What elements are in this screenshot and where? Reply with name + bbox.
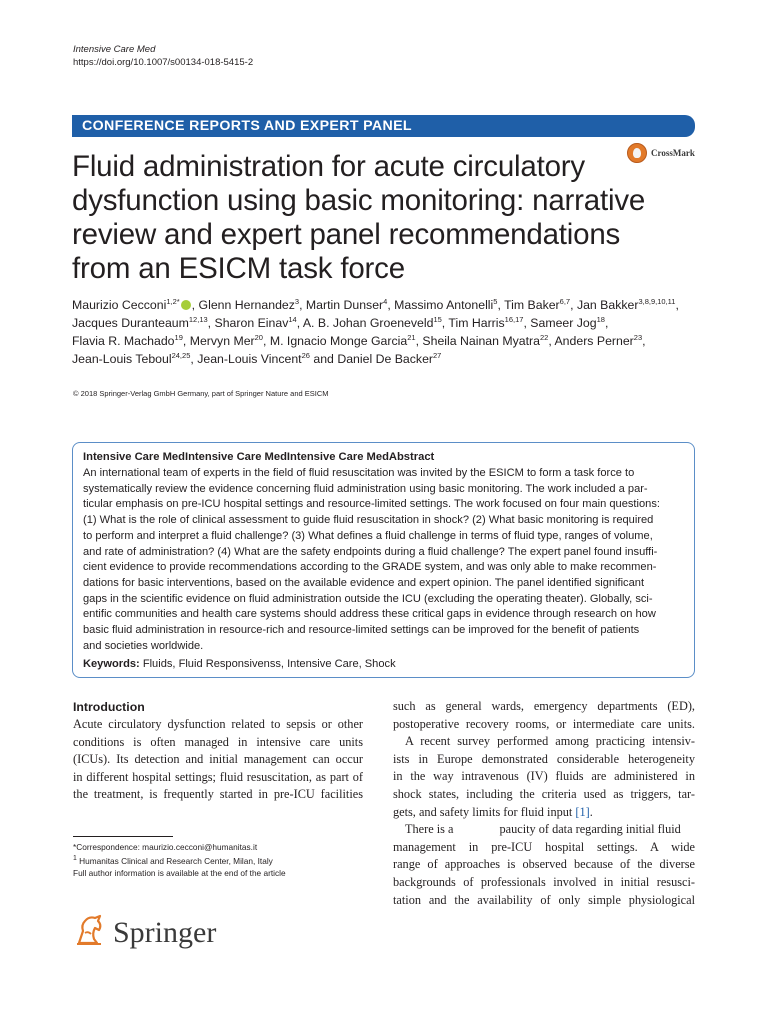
author-affiliation: 3 xyxy=(294,296,300,306)
citation-link[interactable]: [1] xyxy=(575,804,590,819)
crossmark-icon xyxy=(627,143,647,163)
author-name[interactable]: Daniel De Backer xyxy=(337,352,433,366)
journal-name: Intensive Care Med xyxy=(73,44,156,55)
body-line: Acute circulatory dysfunction related to sepsis or other xyxy=(73,717,363,731)
author-affiliation: 6,7 xyxy=(559,296,571,306)
body-line: in the way intravenous (IV) fluids are administered in xyxy=(393,769,695,784)
keywords xyxy=(83,656,684,672)
author-name[interactable]: Mervyn Mer xyxy=(189,334,255,348)
body-line: conditions is often managed in intensive care units xyxy=(73,734,363,749)
author-name[interactable]: Sameer Jog xyxy=(530,316,597,330)
author-affiliation: 16,17 xyxy=(504,314,524,324)
springer-logo xyxy=(73,913,233,955)
affiliation-sup: 1 xyxy=(73,855,77,862)
abstract-line: entific communities and health care systems should address these critical gaps in evidence through research on how xyxy=(83,608,656,621)
body-line xyxy=(393,821,695,839)
author-affiliation: 15 xyxy=(433,314,442,324)
body-line: in different hospital settings; fluid resuscitation, as part of xyxy=(73,769,363,784)
author-affiliation: 19 xyxy=(174,332,183,342)
body-text: gets, and safety limits for fluid input xyxy=(393,804,573,819)
springer-wordmark: Springer xyxy=(113,916,217,949)
author-name[interactable]: Anders Perner xyxy=(554,334,634,348)
body-line: tation and the availability of only simple physiological xyxy=(393,892,695,907)
springer-horse-logo xyxy=(73,913,107,947)
body-text: . xyxy=(589,804,593,819)
crossmark-badge[interactable] xyxy=(627,143,702,165)
author-name[interactable]: Flavia R. Machado xyxy=(72,334,175,348)
author-name[interactable]: Tim Harris xyxy=(448,316,505,330)
author-affiliation: 22 xyxy=(539,332,549,342)
keywords-label: Keywords: xyxy=(83,658,140,671)
author-affiliation: 3,8,9,10,11 xyxy=(638,296,676,306)
author-info-note: Full author information is available at the end of the article xyxy=(73,867,286,878)
abstract-line: dations for basic interventions, based on the available evidence and expert opinion. The panel identified significant xyxy=(83,576,645,589)
author-name[interactable]: Sharon Einav xyxy=(214,316,289,330)
author-name[interactable]: Maurizio Cecconi xyxy=(72,298,167,312)
author-and: and xyxy=(313,352,334,366)
abstract-line: to perform and interpret a fluid challenge? (3) What defines a fluid challenge in terms of fluid type, ranges of volume, xyxy=(83,529,653,542)
author-affiliation: 23 xyxy=(633,332,643,342)
footnotes xyxy=(73,841,286,879)
abstract-box xyxy=(72,442,695,678)
title-line: Fluid administration for acute circulatory xyxy=(72,150,585,183)
author-affiliation: 26 xyxy=(301,350,310,360)
article-title xyxy=(72,150,692,286)
abstract-line: and rate of administration? (4) What are the safety endpoints during a fluid challenge? The expert panel found insuffi- xyxy=(83,545,658,558)
doi-link[interactable]: https://doi.org/10.1007/s00134-018-5415-2 xyxy=(73,57,254,68)
abstract-line: gaps in the scientific evidence on fluid administration outside the ICU (excluding the operating theater). Globally, sci- xyxy=(83,592,653,605)
author-name[interactable]: Jean-Louis Teboul xyxy=(72,352,172,366)
abstract-text xyxy=(83,466,684,654)
author-list: Maurizio Cecconi$^{1,2*}$ , Glenn Hernandez$^3$, Martin Dunser$^4$, Massimo Antonelli$^5$, Tim Baker$^{6,7}$, Jan Bakker$^{3,8,9,10,11}$, Jacques Duranteaum$^{12,13}$, Sharon Einav$^{14}$, A. B. Johan Groeneveld$^{15}$, Tim Harris$^{16,17}$, Sameer Jog$^{18}$, Flavia R. Machado$^{19}$, Mervyn Mer$^{20}$, M. Ignacio Monge Garcia$^{21}$, Sheila Nainan Myatra$^{22}$, Anders Perner$^{23}$, Jean-Louis Teboul$^{24,25}$, Jean-Louis Vincent$^{26}$ and Daniel De Backer$^{27}$ xyxy=(72,296,679,366)
author-affiliation: 1,2* xyxy=(166,296,180,306)
author-name[interactable]: Jacques Duranteaum xyxy=(72,316,189,330)
abstract-line: systematically review the evidence concerning fluid administration using basic monitoring. The work included a par- xyxy=(83,482,648,495)
author-name[interactable]: M. Ignacio Monge Garcia xyxy=(269,334,408,348)
body-line: ists in Europe demonstrated considerable heterogeneity xyxy=(393,751,695,766)
author-affiliation: 20 xyxy=(254,332,263,342)
affiliation-note xyxy=(73,853,286,867)
abstract-line: and societies worldwide. xyxy=(83,639,204,652)
title-line: from an ESICM task force xyxy=(72,252,405,285)
body-line: such as general wards, emergency departments (ED), xyxy=(393,699,695,713)
orcid-icon[interactable] xyxy=(181,300,191,310)
body-line: management in pre-ICU hospital settings. A wide xyxy=(393,839,695,854)
author-affiliation: 24,25 xyxy=(171,350,191,360)
copyright-notice: © 2018 Springer-Verlag GmbH Germany, part of Springer Nature and ESICM xyxy=(73,389,329,398)
author-name[interactable]: Sheila Nainan Myatra xyxy=(422,334,540,348)
author-affiliation: 27 xyxy=(433,350,442,360)
body-text: There is a xyxy=(405,822,454,837)
abstract-line: An international team of experts in the field of fluid resuscitation was invited by the ESICM to form a task force to xyxy=(83,467,635,479)
intro-right-column xyxy=(393,698,695,909)
author-affiliation: 12,13 xyxy=(188,314,208,324)
author-name[interactable]: A. B. Johan Groeneveld xyxy=(302,316,434,330)
crossmark-label: CrossMark xyxy=(651,148,695,158)
body-line: backgrounds of professionals involved in initial resusci- xyxy=(393,874,695,889)
journal-header xyxy=(73,43,253,69)
body-line xyxy=(393,804,695,822)
abstract-heading: Intensive Care MedIntensive Care MedIntensive Care MedAbstract xyxy=(83,451,435,463)
title-line: review and expert panel recommendations xyxy=(72,218,621,251)
abstract-line: basic fluid administration in resource-rich and resource-limited settings can be improved for the benefit of patients xyxy=(83,624,640,637)
body-text: paucity of data regarding initial fluid xyxy=(499,822,681,837)
author-affiliation: 4 xyxy=(383,296,388,306)
body-line: postoperative recovery rooms, or intermediate care units. xyxy=(393,716,695,731)
author-name[interactable]: Jean-Louis Vincent xyxy=(197,352,302,366)
author-affiliation: 5 xyxy=(493,296,498,306)
body-line: A recent survey performed among practicing intensiv- xyxy=(405,734,695,749)
author-name[interactable]: Massimo Antonelli xyxy=(394,298,494,312)
footnote-divider xyxy=(73,836,173,837)
author-name[interactable]: Jan Bakker xyxy=(576,298,639,312)
body-line: range of approaches is observed because of the diverse xyxy=(393,857,695,872)
article-type-banner: CONFERENCE REPORTS AND EXPERT PANEL xyxy=(72,115,695,137)
author-name[interactable]: Glenn Hernandez xyxy=(198,298,295,312)
abstract-line: (1) What is the role of clinical assessment to guide fluid resuscitation in shock? (2) What basic monitoring is required xyxy=(83,514,654,527)
author-name[interactable]: Martin Dunser xyxy=(305,298,384,312)
abstract-line: ticular emphasis on pre-ICU hospital settings and resource-limited settings. The work focused on four main questions: xyxy=(83,498,660,511)
correspondence-note[interactable]: *Correspondence: maurizio.cecconi@humanitas.it xyxy=(73,842,258,852)
author-affiliation: 14 xyxy=(288,314,297,324)
title-line: dysfunction using basic monitoring: narrative xyxy=(72,184,646,217)
author-affiliation: 21 xyxy=(407,332,416,342)
body-line: the treatment, is frequently started in pre-ICU facilities xyxy=(73,787,363,802)
abstract-line: cient evidence to provide recommendations according to the GRADE system, and was only able to make recommen- xyxy=(83,561,657,574)
section-heading-introduction: Introduction xyxy=(73,700,145,714)
affiliation-text: Humanitas Clinical and Research Center, Milan, Italy xyxy=(76,855,273,866)
author-affiliation: 18 xyxy=(596,314,605,324)
keywords-list: Fluids, Fluid Responsivenss, Intensive Care, Shock xyxy=(142,658,396,671)
body-line: shock states, including the criteria used as triggers, tar- xyxy=(393,786,695,801)
body-line: (ICUs). Its detection and initial management can occur xyxy=(73,752,363,767)
author-name[interactable]: Tim Baker xyxy=(504,298,560,312)
intro-left-column xyxy=(73,716,363,804)
